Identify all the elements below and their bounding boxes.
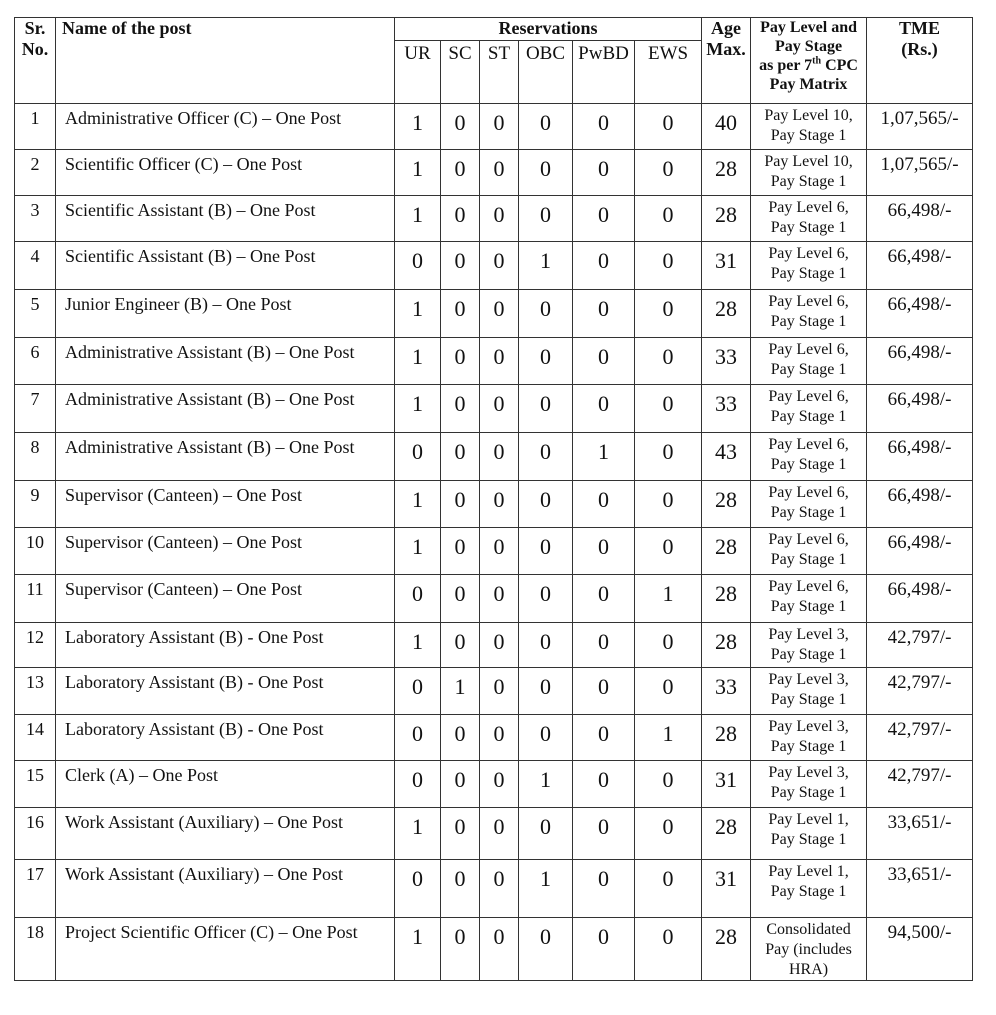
tme-cell: 42,797/- [867, 761, 973, 808]
tme-cell: 66,498/- [867, 433, 973, 481]
pay-line: Pay Stage 1 [770, 504, 847, 521]
ur-cell: 0 [395, 715, 441, 761]
pay-line: Pay Stage 1 [770, 883, 847, 900]
tme-header-line-2: (Rs.) [901, 39, 938, 59]
pay-line: Pay Stage 1 [770, 646, 847, 663]
ur-cell: 0 [395, 860, 441, 918]
obc-cell: 0 [519, 715, 573, 761]
age-max-cell: 28 [702, 808, 751, 860]
post-name-cell: Scientific Assistant (B) – One Post [56, 196, 395, 242]
pay-header-line-1: Pay Level and [760, 19, 857, 36]
pay-line: Pay Level 6, [768, 388, 849, 405]
tme-header-line-1: TME [899, 18, 941, 38]
pay-level-cell [751, 918, 867, 981]
sc-cell: 0 [441, 623, 480, 668]
obc-cell: 0 [519, 481, 573, 528]
ews-cell: 0 [635, 338, 702, 385]
table-row [15, 150, 973, 196]
pay-level-cell [751, 338, 867, 385]
sc-cell: 0 [441, 433, 480, 481]
sc-cell: 0 [441, 860, 480, 918]
ur-cell: 1 [395, 918, 441, 981]
pwbd-header: PwBD [573, 41, 635, 104]
pwbd-cell: 0 [573, 338, 635, 385]
post-name-cell: Clerk (A) – One Post [56, 761, 395, 808]
obc-cell: 1 [519, 860, 573, 918]
pay-line: Pay Level 6, [768, 341, 849, 358]
sr-no-cell: 4 [15, 242, 56, 290]
table-row [15, 104, 973, 150]
pwbd-cell: 0 [573, 104, 635, 150]
ews-cell: 0 [635, 860, 702, 918]
pay-header-line-3-end: CPC [821, 57, 858, 74]
sc-cell: 0 [441, 104, 480, 150]
pay-line: Pay Stage 1 [770, 551, 847, 568]
pay-line: Pay Level 3, [768, 671, 849, 688]
sr-no-cell: 2 [15, 150, 56, 196]
pay-line: Consolidated [766, 921, 851, 938]
st-cell: 0 [480, 918, 519, 981]
post-name-cell: Project Scientific Officer (C) – One Post [56, 918, 395, 981]
age-max-cell: 33 [702, 338, 751, 385]
pay-line: Pay Level 6, [768, 245, 849, 262]
obc-cell: 0 [519, 338, 573, 385]
age-max-cell: 43 [702, 433, 751, 481]
pay-line: Pay Stage 1 [770, 361, 847, 378]
ur-cell: 1 [395, 481, 441, 528]
tme-cell: 66,498/- [867, 338, 973, 385]
obc-header: OBC [519, 41, 573, 104]
st-cell: 0 [480, 715, 519, 761]
ews-cell: 0 [635, 104, 702, 150]
ews-cell: 1 [635, 575, 702, 623]
st-cell: 0 [480, 150, 519, 196]
pwbd-cell: 0 [573, 150, 635, 196]
table-row [15, 338, 973, 385]
ews-cell: 0 [635, 242, 702, 290]
obc-cell: 0 [519, 290, 573, 338]
pay-line: Pay Level 3, [768, 718, 849, 735]
pay-line: Pay Level 6, [768, 293, 849, 310]
sc-cell: 0 [441, 761, 480, 808]
ews-cell: 0 [635, 385, 702, 433]
pay-level-cell [751, 385, 867, 433]
pay-line: Pay Stage 1 [770, 219, 847, 236]
pay-line: Pay Stage 1 [770, 784, 847, 801]
sc-cell: 1 [441, 668, 480, 715]
pay-level-cell [751, 150, 867, 196]
sc-cell: 0 [441, 150, 480, 196]
pwbd-cell: 0 [573, 808, 635, 860]
post-name-cell: Laboratory Assistant (B) - One Post [56, 623, 395, 668]
pwbd-cell: 0 [573, 242, 635, 290]
st-cell: 0 [480, 860, 519, 918]
post-name-cell: Administrative Officer (C) – One Post [56, 104, 395, 150]
obc-cell: 0 [519, 385, 573, 433]
tme-cell: 66,498/- [867, 385, 973, 433]
st-cell: 0 [480, 385, 519, 433]
pay-line: Pay Stage 1 [770, 408, 847, 425]
table-row [15, 433, 973, 481]
age-max-cell: 31 [702, 761, 751, 808]
st-cell: 0 [480, 290, 519, 338]
pay-level-cell [751, 528, 867, 575]
age-max-cell: 31 [702, 242, 751, 290]
pay-level-cell [751, 481, 867, 528]
sc-cell: 0 [441, 385, 480, 433]
reservations-header: Reservations [395, 18, 702, 41]
pay-header-superscript: th [812, 55, 822, 67]
pay-line: Pay Stage 1 [770, 173, 847, 190]
pwbd-cell: 0 [573, 481, 635, 528]
pay-line: Pay Level 6, [768, 484, 849, 501]
pay-line: Pay (includes [765, 941, 852, 958]
pay-level-cell [751, 668, 867, 715]
st-cell: 0 [480, 242, 519, 290]
obc-cell: 0 [519, 623, 573, 668]
ews-cell: 0 [635, 918, 702, 981]
pwbd-cell: 0 [573, 575, 635, 623]
sc-header: SC [441, 41, 480, 104]
sr-no-cell: 3 [15, 196, 56, 242]
sr-no-cell: 7 [15, 385, 56, 433]
sc-cell: 0 [441, 242, 480, 290]
post-name-cell: Supervisor (Canteen) – One Post [56, 575, 395, 623]
pay-line: Pay Stage 1 [770, 265, 847, 282]
sr-no-cell: 11 [15, 575, 56, 623]
sr-header-line-1: Sr. [24, 18, 46, 38]
ews-cell: 0 [635, 808, 702, 860]
table-row [15, 528, 973, 575]
sr-no-cell: 6 [15, 338, 56, 385]
sr-no-cell: 16 [15, 808, 56, 860]
st-cell: 0 [480, 623, 519, 668]
pay-level-cell [751, 860, 867, 918]
tme-cell: 66,498/- [867, 481, 973, 528]
st-cell: 0 [480, 761, 519, 808]
pay-level-cell [751, 196, 867, 242]
pay-level-cell [751, 715, 867, 761]
pay-level-cell [751, 104, 867, 150]
pay-level-cell [751, 290, 867, 338]
pay-level-cell [751, 623, 867, 668]
post-name-cell: Laboratory Assistant (B) - One Post [56, 668, 395, 715]
post-name-cell: Administrative Assistant (B) – One Post [56, 433, 395, 481]
ews-cell: 0 [635, 668, 702, 715]
tme-cell: 1,07,565/- [867, 104, 973, 150]
pwbd-cell: 0 [573, 290, 635, 338]
pwbd-cell: 0 [573, 918, 635, 981]
ews-cell: 0 [635, 481, 702, 528]
pay-line: Pay Level 6, [768, 436, 849, 453]
ur-cell: 1 [395, 150, 441, 196]
pay-line: Pay Level 3, [768, 626, 849, 643]
ews-cell: 0 [635, 528, 702, 575]
pay-level-cell [751, 808, 867, 860]
table-row [15, 575, 973, 623]
pay-level-cell [751, 433, 867, 481]
sr-header-line-2: No. [21, 39, 49, 59]
pay-line: Pay Level 10, [764, 153, 853, 170]
table-row [15, 918, 973, 981]
st-cell: 0 [480, 196, 519, 242]
obc-cell: 1 [519, 242, 573, 290]
tme-cell: 66,498/- [867, 196, 973, 242]
tme-cell: 42,797/- [867, 623, 973, 668]
pay-line: Pay Level 3, [768, 764, 849, 781]
table-row [15, 668, 973, 715]
sc-cell: 0 [441, 196, 480, 242]
ur-cell: 0 [395, 575, 441, 623]
pay-line: HRA) [788, 961, 829, 978]
pay-header-line-3: as per 7 [759, 57, 813, 74]
age-max-cell: 33 [702, 668, 751, 715]
pwbd-cell: 0 [573, 761, 635, 808]
sr-no-cell: 17 [15, 860, 56, 918]
st-cell: 0 [480, 575, 519, 623]
table-row [15, 385, 973, 433]
pay-line: Pay Stage 1 [770, 313, 847, 330]
table-row [15, 290, 973, 338]
st-cell: 0 [480, 338, 519, 385]
post-name-cell: Supervisor (Canteen) – One Post [56, 481, 395, 528]
ur-header: UR [395, 41, 441, 104]
age-max-cell: 28 [702, 196, 751, 242]
pwbd-cell: 0 [573, 385, 635, 433]
table-row [15, 860, 973, 918]
table-row [15, 761, 973, 808]
pay-level-cell [751, 575, 867, 623]
pay-line: Pay Level 6, [768, 199, 849, 216]
tme-cell: 66,498/- [867, 575, 973, 623]
age-header-line-1: Age [711, 18, 742, 38]
pay-line: Pay Stage 1 [770, 738, 847, 755]
table-body [15, 104, 973, 981]
table-row [15, 808, 973, 860]
obc-cell: 0 [519, 918, 573, 981]
st-cell: 0 [480, 808, 519, 860]
obc-cell: 0 [519, 433, 573, 481]
ews-cell: 0 [635, 290, 702, 338]
ur-cell: 1 [395, 623, 441, 668]
st-cell: 0 [480, 104, 519, 150]
post-name-cell: Work Assistant (Auxiliary) – One Post [56, 860, 395, 918]
st-header: ST [480, 41, 519, 104]
sr-no-cell: 9 [15, 481, 56, 528]
table-header [15, 18, 973, 104]
ews-cell: 0 [635, 761, 702, 808]
sc-cell: 0 [441, 918, 480, 981]
st-cell: 0 [480, 481, 519, 528]
ews-cell: 1 [635, 715, 702, 761]
pay-line: Pay Stage 1 [770, 691, 847, 708]
sc-cell: 0 [441, 481, 480, 528]
age-max-cell: 28 [702, 715, 751, 761]
age-max-cell: 28 [702, 575, 751, 623]
age-max-cell: 31 [702, 860, 751, 918]
ews-cell: 0 [635, 623, 702, 668]
ur-cell: 1 [395, 528, 441, 575]
table-row [15, 623, 973, 668]
pay-header-line-2: Pay Stage [774, 38, 843, 55]
post-name-cell: Scientific Assistant (B) – One Post [56, 242, 395, 290]
ews-cell: 0 [635, 433, 702, 481]
sr-no-cell: 1 [15, 104, 56, 150]
pwbd-cell: 0 [573, 623, 635, 668]
tme-cell: 94,500/- [867, 918, 973, 981]
post-name-cell: Administrative Assistant (B) – One Post [56, 385, 395, 433]
tme-header [867, 18, 973, 104]
pay-line: Pay Stage 1 [770, 127, 847, 144]
age-max-cell: 40 [702, 104, 751, 150]
table-row [15, 196, 973, 242]
tme-cell: 66,498/- [867, 528, 973, 575]
sr-no-cell: 8 [15, 433, 56, 481]
ur-cell: 1 [395, 338, 441, 385]
pay-line: Pay Stage 1 [770, 456, 847, 473]
pay-line: Pay Level 10, [764, 107, 853, 124]
pay-line: Pay Level 6, [768, 531, 849, 548]
sr-no-cell: 10 [15, 528, 56, 575]
ur-cell: 1 [395, 196, 441, 242]
ews-cell: 0 [635, 196, 702, 242]
obc-cell: 1 [519, 761, 573, 808]
st-cell: 0 [480, 528, 519, 575]
table-row [15, 715, 973, 761]
tme-cell: 66,498/- [867, 242, 973, 290]
sr-no-cell: 13 [15, 668, 56, 715]
pwbd-cell: 1 [573, 433, 635, 481]
table-row [15, 242, 973, 290]
ur-cell: 1 [395, 385, 441, 433]
post-name-cell: Laboratory Assistant (B) - One Post [56, 715, 395, 761]
post-name-cell: Administrative Assistant (B) – One Post [56, 338, 395, 385]
age-header-line-2: Max. [706, 39, 746, 59]
ur-cell: 0 [395, 433, 441, 481]
ur-cell: 0 [395, 761, 441, 808]
post-name-cell: Junior Engineer (B) – One Post [56, 290, 395, 338]
obc-cell: 0 [519, 668, 573, 715]
post-name-cell: Work Assistant (Auxiliary) – One Post [56, 808, 395, 860]
sc-cell: 0 [441, 808, 480, 860]
age-max-cell: 28 [702, 481, 751, 528]
age-max-cell: 28 [702, 623, 751, 668]
sc-cell: 0 [441, 715, 480, 761]
tme-cell: 33,651/- [867, 860, 973, 918]
pay-level-cell [751, 242, 867, 290]
tme-cell: 1,07,565/- [867, 150, 973, 196]
tme-cell: 42,797/- [867, 715, 973, 761]
age-max-cell: 28 [702, 528, 751, 575]
obc-cell: 0 [519, 104, 573, 150]
tme-cell: 66,498/- [867, 290, 973, 338]
sc-cell: 0 [441, 338, 480, 385]
pay-line: Pay Stage 1 [770, 598, 847, 615]
ur-cell: 1 [395, 808, 441, 860]
pay-level-cell [751, 761, 867, 808]
pay-line: Pay Level 1, [768, 811, 849, 828]
ur-cell: 0 [395, 242, 441, 290]
pay-level-header [751, 18, 867, 104]
post-name-cell: Supervisor (Canteen) – One Post [56, 528, 395, 575]
post-name-cell: Scientific Officer (C) – One Post [56, 150, 395, 196]
tme-cell: 42,797/- [867, 668, 973, 715]
st-cell: 0 [480, 433, 519, 481]
sr-no-cell: 18 [15, 918, 56, 981]
ur-cell: 1 [395, 104, 441, 150]
st-cell: 0 [480, 668, 519, 715]
age-max-cell: 33 [702, 385, 751, 433]
age-max-header [702, 18, 751, 104]
sr-no-cell: 12 [15, 623, 56, 668]
pwbd-cell: 0 [573, 715, 635, 761]
age-max-cell: 28 [702, 918, 751, 981]
pwbd-cell: 0 [573, 528, 635, 575]
age-max-cell: 28 [702, 150, 751, 196]
sr-no-cell: 15 [15, 761, 56, 808]
ur-cell: 0 [395, 668, 441, 715]
obc-cell: 0 [519, 808, 573, 860]
tme-cell: 33,651/- [867, 808, 973, 860]
sc-cell: 0 [441, 575, 480, 623]
age-max-cell: 28 [702, 290, 751, 338]
obc-cell: 0 [519, 575, 573, 623]
obc-cell: 0 [519, 528, 573, 575]
pwbd-cell: 0 [573, 196, 635, 242]
sr-no-header [15, 18, 56, 104]
sr-no-cell: 14 [15, 715, 56, 761]
post-name-header: Name of the post [56, 18, 395, 104]
table-row [15, 481, 973, 528]
ews-header: EWS [635, 41, 702, 104]
pay-line: Pay Level 1, [768, 863, 849, 880]
pay-header-line-4: Pay Matrix [769, 76, 848, 93]
sr-no-cell: 5 [15, 290, 56, 338]
ews-cell: 0 [635, 150, 702, 196]
ur-cell: 1 [395, 290, 441, 338]
pwbd-cell: 0 [573, 668, 635, 715]
pay-line: Pay Level 6, [768, 578, 849, 595]
sc-cell: 0 [441, 290, 480, 338]
sc-cell: 0 [441, 528, 480, 575]
obc-cell: 0 [519, 196, 573, 242]
posts-table [14, 17, 973, 981]
pwbd-cell: 0 [573, 860, 635, 918]
obc-cell: 0 [519, 150, 573, 196]
pay-line: Pay Stage 1 [770, 831, 847, 848]
